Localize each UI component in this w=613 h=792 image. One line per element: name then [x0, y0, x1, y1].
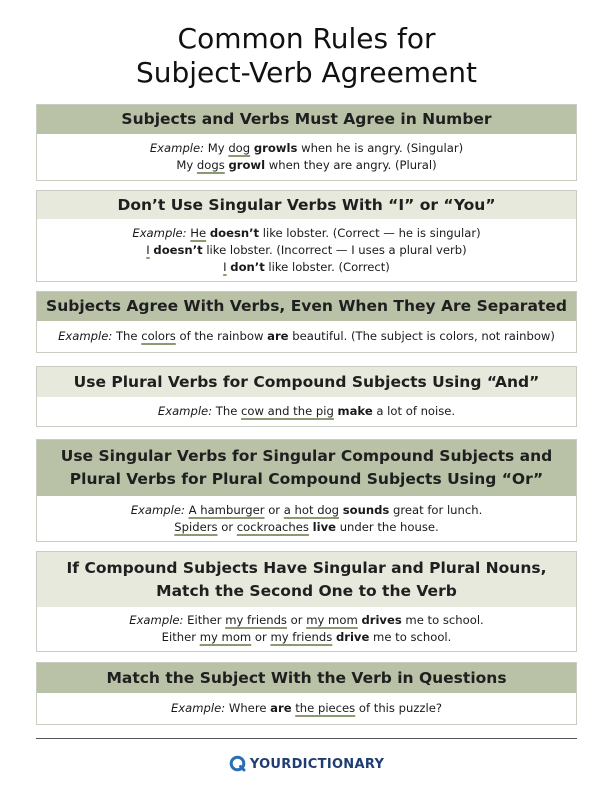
subject-text: my friends [225, 613, 287, 627]
rule-example [37, 397, 576, 426]
subject-text: a hot dog [283, 502, 340, 517]
example-label: Example: [157, 404, 213, 418]
subject-text: He [190, 225, 207, 240]
rule-card [36, 104, 577, 181]
verb-text: doesn’t [209, 225, 260, 240]
example-line [37, 519, 576, 536]
example-text: Where [228, 701, 271, 715]
example-text: or [264, 502, 284, 517]
example-line [37, 259, 576, 276]
rule-card [36, 291, 577, 353]
verb-text: growl [228, 158, 266, 172]
subject-text: cow and the pig [241, 404, 334, 418]
rule-heading [37, 105, 576, 134]
example-text: or [286, 613, 307, 627]
example-line [37, 403, 576, 420]
example-text: beautiful. (The subject is colors, not rainbow) [288, 329, 555, 343]
verb-text: drives [361, 613, 402, 627]
rule-heading-line: Match the Subject With the Verb in Questions [106, 668, 507, 687]
rule-heading-line: If Compound Subjects Have Singular and Plural Nouns, [66, 558, 547, 577]
example-line [37, 328, 576, 345]
example-line [37, 502, 576, 519]
example-text: My [176, 158, 197, 172]
rule-heading [37, 440, 576, 496]
subject-text: Spiders [174, 519, 218, 534]
verb-text: drive [335, 630, 370, 644]
verb-text: growls [253, 141, 298, 155]
verb-text: are [270, 701, 292, 715]
verb-text: make [337, 404, 373, 418]
example-text: My [207, 141, 229, 155]
rule-example [37, 321, 576, 352]
rule-heading [37, 663, 576, 693]
rule-example [37, 496, 576, 541]
example-line [37, 700, 576, 717]
rule-heading-line: Use Singular Verbs for Singular Compound Subjects and [60, 447, 553, 465]
example-text: or [251, 630, 271, 644]
rule-heading-line: Subjects and Verbs Must Agree in Number [121, 110, 492, 128]
rule-heading-line: Use Plural Verbs for Compound Subjects Using “And” [73, 372, 540, 391]
rule-example [37, 607, 576, 651]
verb-text: don’t [230, 259, 265, 274]
logo-icon [229, 755, 246, 772]
example-label: Example: [58, 329, 113, 343]
subject-text: colors [141, 329, 176, 343]
footer-divider [36, 738, 577, 739]
subject-text: dog [228, 141, 251, 155]
rule-example [37, 219, 576, 281]
example-line [37, 140, 576, 157]
example-text: like lobster. (Correct — he is singular) [259, 225, 481, 240]
example-label: Example: [149, 141, 205, 155]
example-text: The [215, 404, 242, 418]
example-label: Example: [132, 225, 187, 240]
example-text: when he is angry. (Singular) [297, 141, 464, 155]
brand-logo [0, 755, 613, 772]
rule-card [36, 551, 577, 652]
rule-heading [37, 191, 576, 219]
verb-text: doesn’t [153, 242, 203, 257]
example-line [37, 225, 576, 242]
example-text: great for lunch. [389, 502, 483, 517]
example-text: or [217, 519, 237, 534]
page-title [0, 22, 613, 90]
example-label: Example: [129, 613, 184, 627]
verb-text: sounds [342, 502, 390, 517]
example-line [37, 612, 576, 629]
example-text: like lobster. (Incorrect — I uses a plural verb) [202, 242, 467, 257]
example-text: of this puzzle? [355, 701, 443, 715]
subject-text: cockroaches [236, 519, 309, 534]
rule-heading-line: Match the Second One to the Verb [156, 581, 457, 600]
example-label: Example: [170, 701, 226, 715]
subject-text: my friends [270, 630, 333, 644]
rule-heading-line: Don’t Use Singular Verbs With “I” or “You” [117, 195, 496, 214]
example-text: Either [161, 630, 200, 644]
logo-text: YOURDICTIONARY [249, 757, 385, 772]
rule-heading [37, 552, 576, 607]
example-text: me to school. [401, 613, 484, 627]
rule-example [37, 134, 576, 180]
verb-text: live [312, 519, 337, 534]
rule-heading-line: Subjects Agree With Verbs, Even When They Are Separated [46, 297, 567, 315]
example-line [37, 157, 576, 174]
rule-card [36, 366, 577, 427]
title-line-2: Subject-Verb Agreement [135, 56, 478, 89]
example-label: Example: [130, 502, 185, 517]
example-text: like lobster. (Correct) [264, 259, 390, 274]
example-text: The [115, 329, 142, 343]
example-text: under the house. [336, 519, 439, 534]
rule-card [36, 439, 577, 542]
subject-text: my mom [199, 630, 252, 644]
example-text: of the rainbow [175, 329, 268, 343]
rule-heading [37, 292, 576, 321]
subject-text: the pieces [295, 701, 356, 715]
rule-card [36, 662, 577, 725]
subject-text: my mom [306, 613, 358, 627]
rule-heading [37, 367, 576, 397]
subject-text: A hamburger [188, 502, 265, 517]
subject-text: I [146, 242, 150, 257]
subject-text: dogs [196, 158, 225, 172]
example-text: me to school. [369, 630, 452, 644]
example-text: a lot of noise. [372, 404, 456, 418]
example-text: when they are angry. (Plural) [265, 158, 437, 172]
title-line-1: Common Rules for [177, 22, 436, 55]
subject-text: I [223, 259, 227, 274]
verb-text: are [267, 329, 289, 343]
rule-example [37, 693, 576, 724]
rule-heading-line: Plural Verbs for Plural Compound Subjects Using “Or” [69, 470, 544, 488]
example-line [37, 242, 576, 259]
rule-card [36, 190, 577, 282]
example-text: Either [187, 613, 226, 627]
example-line [37, 629, 576, 646]
